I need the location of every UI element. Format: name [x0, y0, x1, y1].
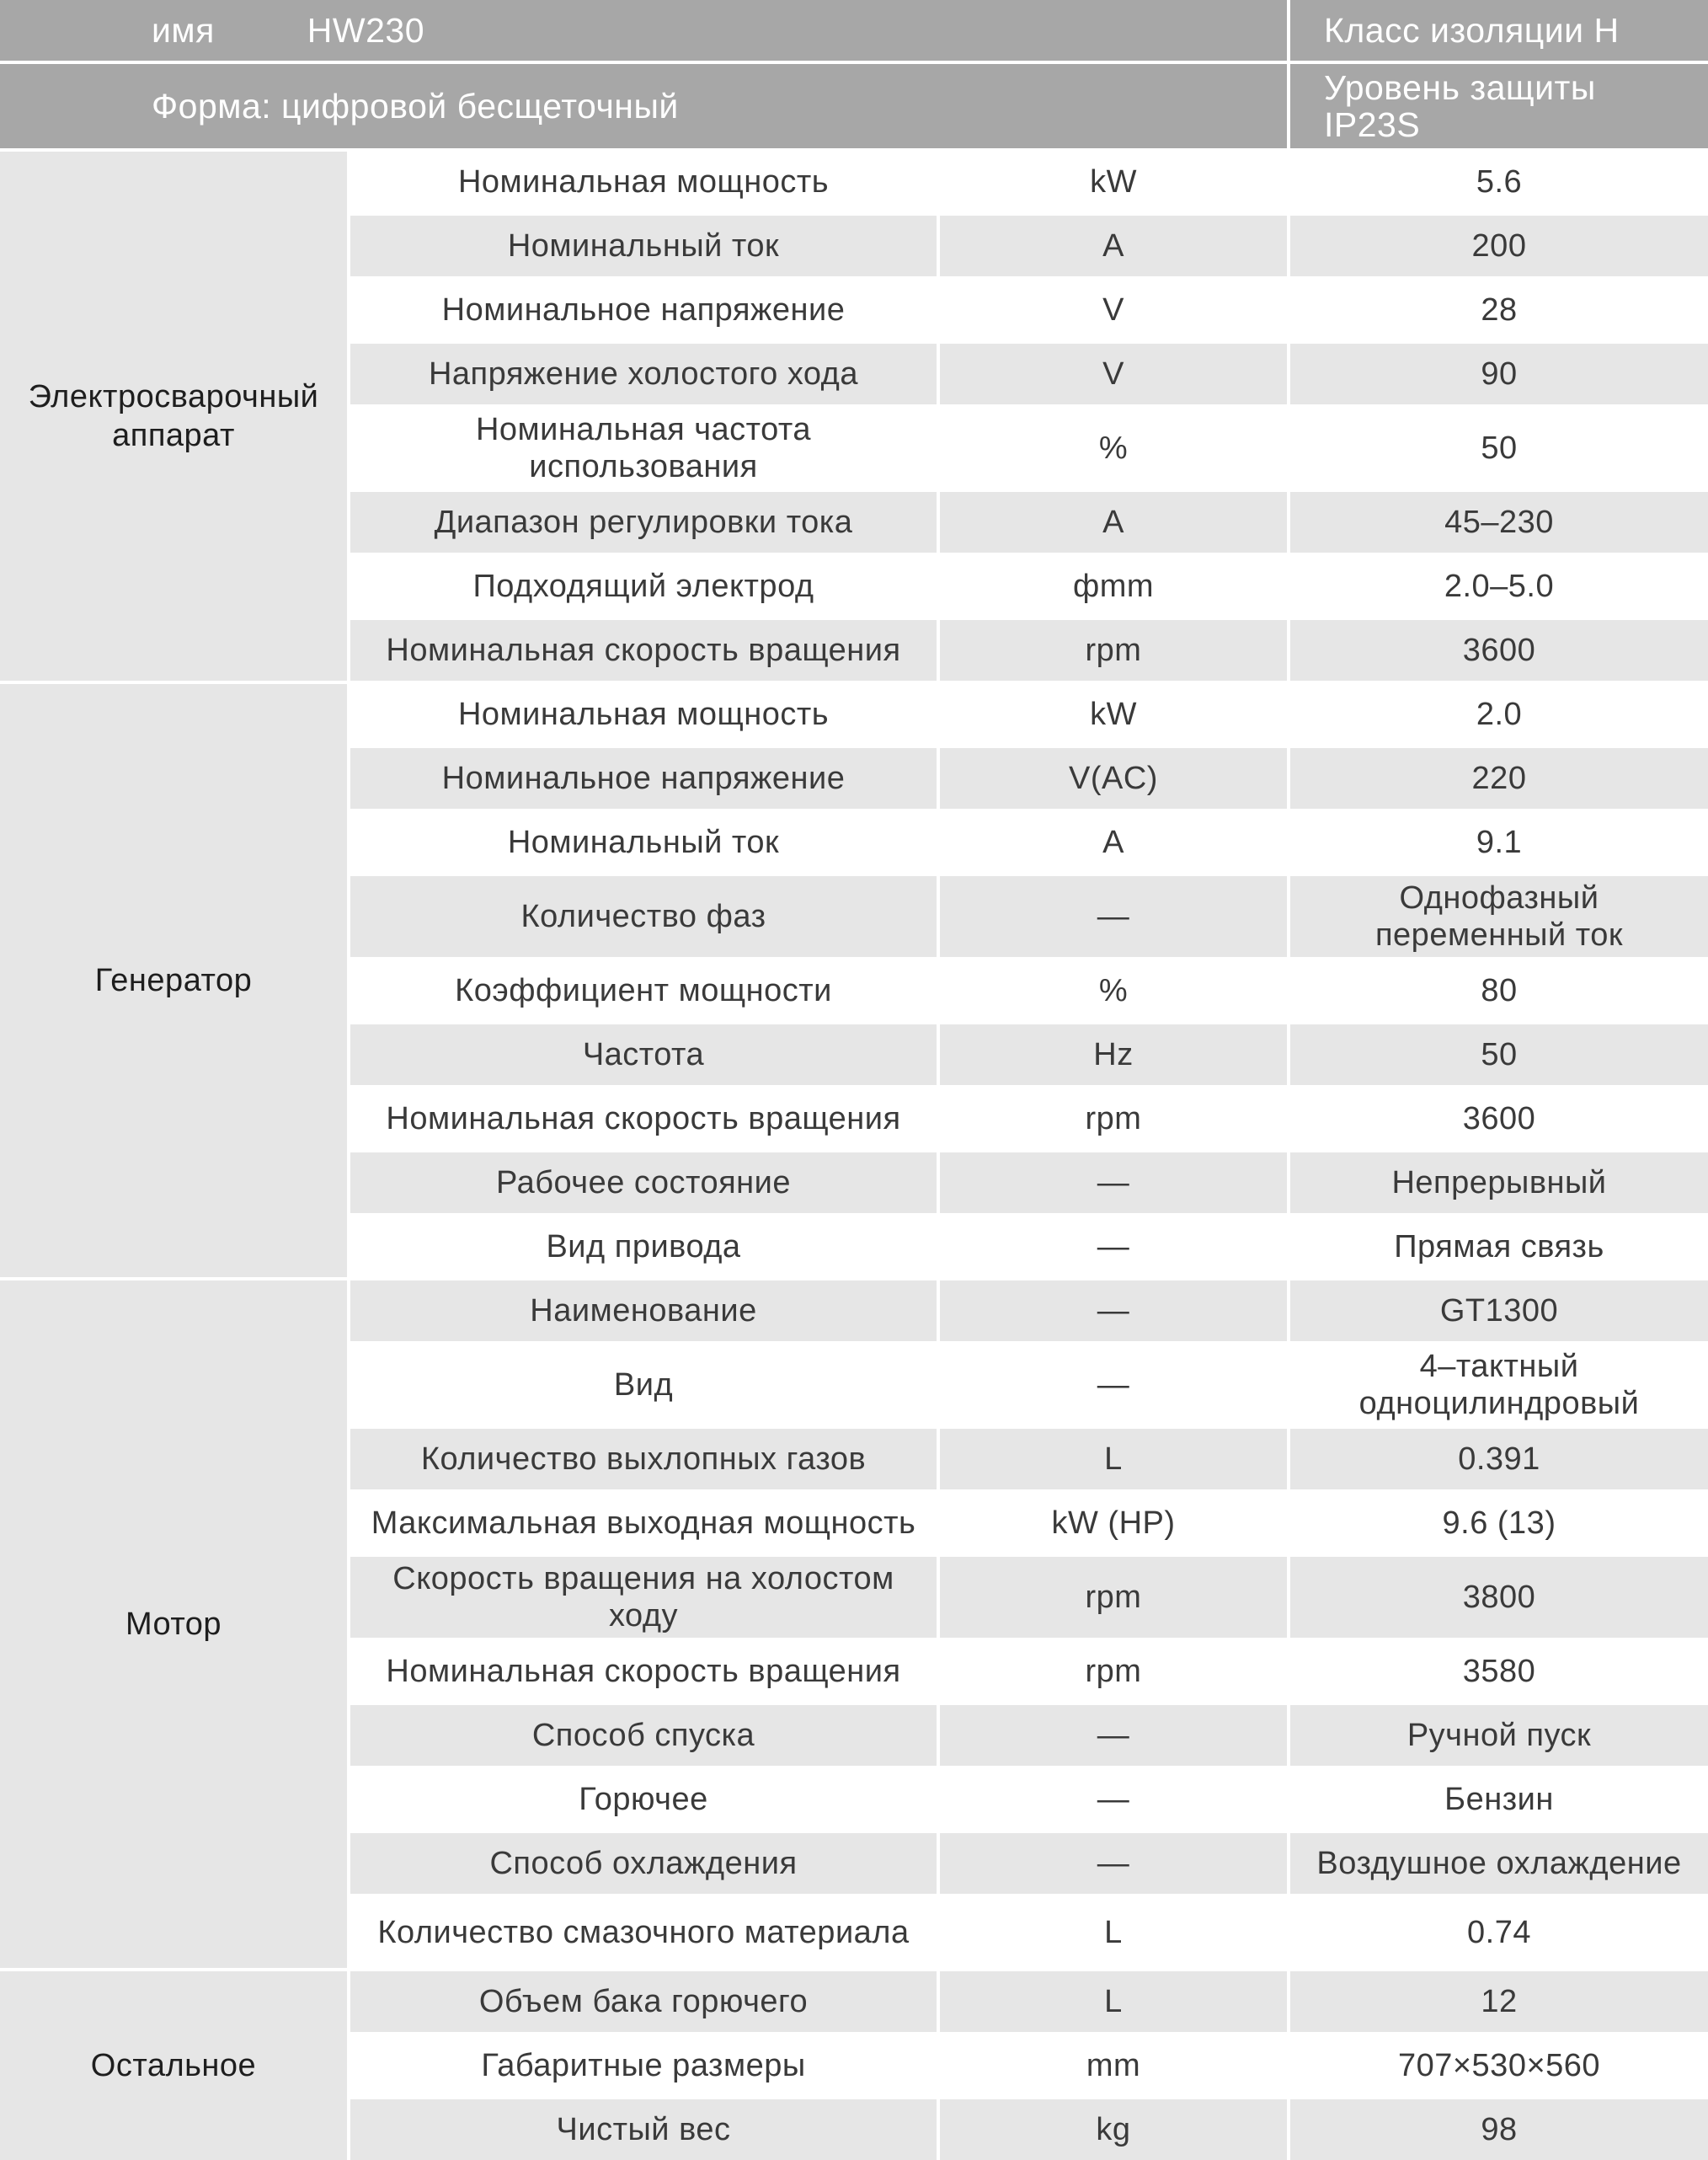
spec-unit-cell: — — [940, 1152, 1287, 1213]
spec-param-cell: Номинальная скорость вращения — [350, 1641, 937, 1702]
header-name-cell — [0, 0, 1287, 61]
spec-param-cell: Скорость вращения на холостом ходу — [350, 1557, 937, 1638]
spec-param-cell: Частота — [350, 1024, 937, 1085]
spec-unit-cell: Hz — [940, 1024, 1287, 1085]
spec-unit-cell: — — [940, 1769, 1287, 1830]
spec-param-cell: Номинальная мощность — [350, 684, 937, 745]
spec-value-cell: 2.0 — [1290, 684, 1708, 745]
spec-value-cell: 9.1 — [1290, 812, 1708, 873]
spec-param-cell: Чистый вес — [350, 2099, 937, 2160]
spec-value-cell: 12 — [1290, 1971, 1708, 2032]
spec-param-cell: Номинальная скорость вращения — [350, 620, 937, 681]
spec-unit-cell: — — [940, 1216, 1287, 1277]
spec-unit-cell: kW — [940, 684, 1287, 745]
spec-unit-cell: A — [940, 812, 1287, 873]
spec-param-cell: Количество смазочного материала — [350, 1897, 937, 1968]
spec-value-cell: 28 — [1290, 280, 1708, 340]
spec-value-cell: 45–230 — [1290, 492, 1708, 553]
spec-unit-cell: rpm — [940, 1557, 1287, 1638]
form-type: Форма: цифровой бесщеточный — [0, 64, 1287, 148]
spec-param-cell: Вид — [350, 1345, 937, 1425]
spec-unit-cell: % — [940, 408, 1287, 489]
spec-value-cell: 4–тактный одноцилиндровый — [1290, 1345, 1708, 1425]
spec-value-cell: Ручной пуск — [1290, 1705, 1708, 1766]
spec-value-cell: Бензин — [1290, 1769, 1708, 1830]
spec-param-cell: Номинальная частота использования — [350, 408, 937, 489]
spec-unit-cell: A — [940, 216, 1287, 276]
spec-unit-cell: mm — [940, 2035, 1287, 2096]
spec-value-cell: 90 — [1290, 344, 1708, 404]
spec-unit-cell: L — [940, 1429, 1287, 1489]
spec-unit-cell: V — [940, 344, 1287, 404]
spec-unit-cell: % — [940, 960, 1287, 1021]
spec-param-cell: Способ охлаждения — [350, 1833, 937, 1894]
spec-value-cell: 3800 — [1290, 1557, 1708, 1638]
spec-param-cell: Количество фаз — [350, 876, 937, 957]
spec-value-cell: 220 — [1290, 748, 1708, 809]
spec-param-cell: Рабочее состояние — [350, 1152, 937, 1213]
spec-unit-cell: kW — [940, 152, 1287, 212]
spec-value-cell: Однофазный переменный ток — [1290, 876, 1708, 957]
spec-param-cell: Количество выхлопных газов — [350, 1429, 937, 1489]
spec-unit-cell: V — [940, 280, 1287, 340]
spec-value-cell: 50 — [1290, 408, 1708, 489]
spec-param-cell: Горючее — [350, 1769, 937, 1830]
spec-param-cell: Номинальная скорость вращения — [350, 1088, 937, 1149]
spec-value-cell: 80 — [1290, 960, 1708, 1021]
spec-unit-cell: L — [940, 1897, 1287, 1968]
protection-level: Уровень защиты IP23S — [1290, 64, 1708, 148]
spec-value-cell: 50 — [1290, 1024, 1708, 1085]
model-name: HW230 — [307, 11, 425, 50]
spec-unit-cell: — — [940, 1705, 1287, 1766]
spec-unit-cell: rpm — [940, 1088, 1287, 1149]
spec-value-cell: 200 — [1290, 216, 1708, 276]
spec-value-cell: 0.391 — [1290, 1429, 1708, 1489]
spec-param-cell: Максимальная выходная мощность — [350, 1493, 937, 1553]
spec-unit-cell: L — [940, 1971, 1287, 2032]
spec-param-cell: Способ спуска — [350, 1705, 937, 1766]
group-title: Электросварочный аппарат — [0, 152, 347, 681]
spec-param-cell: Номинальное напряжение — [350, 748, 937, 809]
spec-value-cell: 3600 — [1290, 620, 1708, 681]
spec-value-cell: Прямая связь — [1290, 1216, 1708, 1277]
spec-value-cell: Воздушное охлаждение — [1290, 1833, 1708, 1894]
spec-param-cell: Габаритные размеры — [350, 2035, 937, 2096]
spec-unit-cell: — — [940, 876, 1287, 957]
spec-unit-cell: kg — [940, 2099, 1287, 2160]
spec-value-cell: Непрерывный — [1290, 1152, 1708, 1213]
spec-unit-cell: kW (HP) — [940, 1493, 1287, 1553]
spec-unit-cell: — — [940, 1345, 1287, 1425]
spec-value-cell: 2.0–5.0 — [1290, 556, 1708, 617]
spec-param-cell: Напряжение холостого хода — [350, 344, 937, 404]
spec-param-cell: Номинальная мощность — [350, 152, 937, 212]
spec-value-cell: 0.74 — [1290, 1897, 1708, 1968]
group-title: Остальное — [0, 1971, 347, 2160]
spec-param-cell: Наименование — [350, 1280, 937, 1341]
spec-param-cell: Номинальный ток — [350, 812, 937, 873]
spec-value-cell: 3580 — [1290, 1641, 1708, 1702]
spec-value-cell: 707×530×560 — [1290, 2035, 1708, 2096]
spec-value-cell: 3600 — [1290, 1088, 1708, 1149]
spec-unit-cell: V(AC) — [940, 748, 1287, 809]
spec-param-cell: Вид привода — [350, 1216, 937, 1277]
spec-value-cell: 9.6 (13) — [1290, 1493, 1708, 1553]
spec-value-cell: GT1300 — [1290, 1280, 1708, 1341]
group-title: Мотор — [0, 1280, 347, 1968]
spec-param-cell: Объем бака горючего — [350, 1971, 937, 2032]
insulation-class: Класс изоляции H — [1290, 0, 1708, 61]
spec-param-cell: Подходящий электрод — [350, 556, 937, 617]
name-label: имя — [152, 11, 215, 50]
spec-param-cell: Коэффициент мощности — [350, 960, 937, 1021]
spec-unit-cell: фmm — [940, 556, 1287, 617]
group-title: Генератор — [0, 684, 347, 1277]
spec-param-cell: Номинальный ток — [350, 216, 937, 276]
spec-param-cell: Номинальное напряжение — [350, 280, 937, 340]
spec-unit-cell: A — [940, 492, 1287, 553]
spec-param-cell: Диапазон регулировки тока — [350, 492, 937, 553]
spec-value-cell: 5.6 — [1290, 152, 1708, 212]
spec-unit-cell: — — [940, 1833, 1287, 1894]
spec-unit-cell: — — [940, 1280, 1287, 1341]
spec-unit-cell: rpm — [940, 1641, 1287, 1702]
spec-value-cell: 98 — [1290, 2099, 1708, 2160]
spec-unit-cell: rpm — [940, 620, 1287, 681]
